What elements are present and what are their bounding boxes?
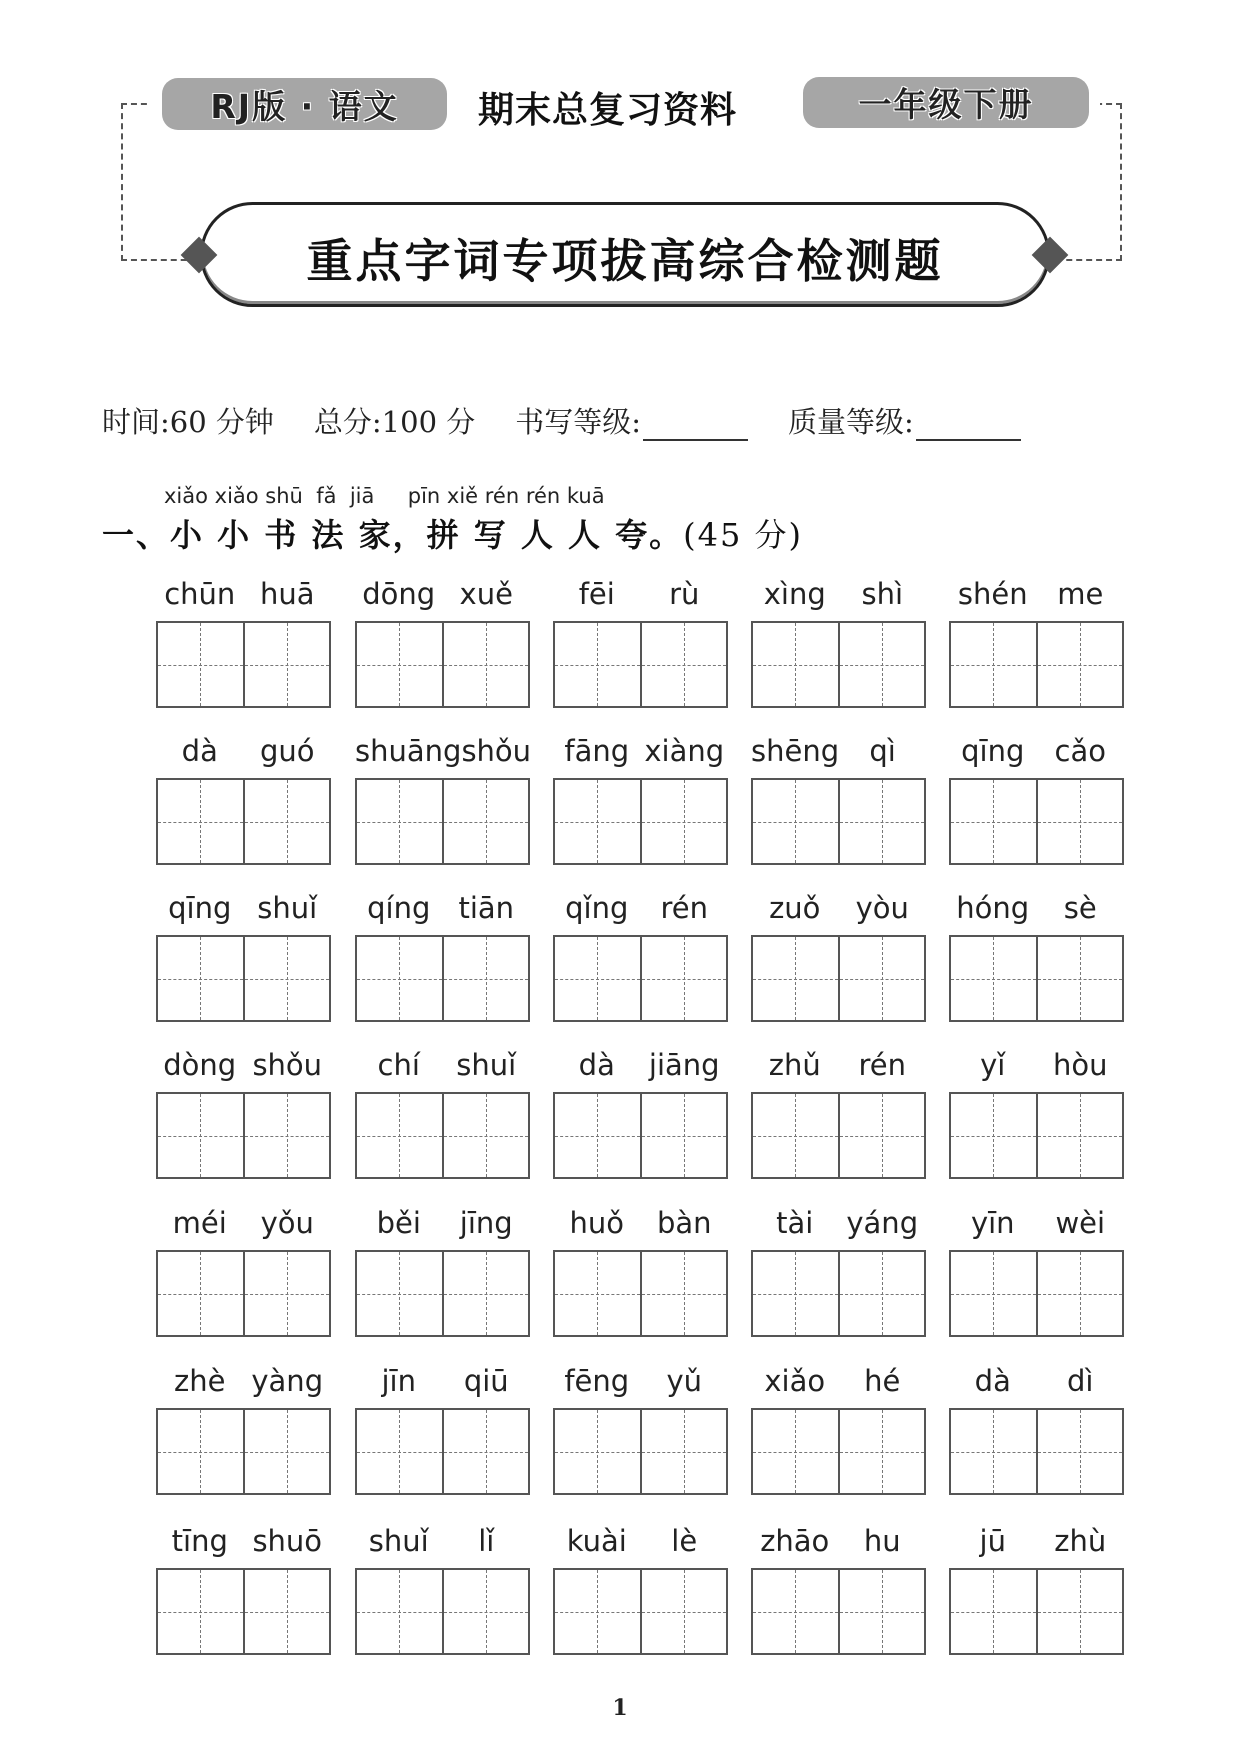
tianzige-box-pair	[949, 1092, 1124, 1179]
word-pinyin	[553, 734, 728, 768]
tianzige-box-pair	[355, 1092, 530, 1179]
tianzige-cell[interactable]	[640, 1570, 727, 1653]
syllable-pinyin: sè	[1063, 891, 1097, 925]
quality-grade-blank[interactable]	[916, 409, 1021, 441]
word-pinyin	[751, 1048, 926, 1082]
tianzige-cell[interactable]	[442, 1570, 529, 1653]
word-pinyin	[553, 1206, 728, 1240]
tianzige-cell[interactable]	[442, 1410, 529, 1493]
writing-grade-label: 书写等级:	[515, 405, 642, 439]
tianzige-box-pair	[553, 1250, 728, 1337]
tianzige-box-pair	[553, 778, 728, 865]
tianzige-box-pair	[751, 621, 926, 708]
tianzige-cell[interactable]	[442, 780, 529, 863]
syllable-pinyin: cǎo	[1054, 734, 1106, 768]
syllable-pinyin: zuǒ	[769, 891, 821, 925]
time-info: 时间:60 分钟	[102, 405, 274, 439]
syllable-pinyin: hu	[863, 1524, 901, 1558]
tianzige-cell[interactable]	[158, 1252, 243, 1335]
tianzige-box-pair	[553, 1092, 728, 1179]
syllable-pinyin: yàng	[251, 1364, 324, 1398]
syllable-pinyin: dà	[578, 1048, 615, 1082]
syllable-pinyin: tīng	[171, 1524, 228, 1558]
syllable-pinyin: shuāng	[355, 734, 462, 768]
tianzige-box-pair	[156, 1092, 331, 1179]
tianzige-cell[interactable]	[555, 1570, 640, 1653]
syllable-pinyin: shén	[957, 577, 1028, 611]
syllable-pinyin: shì	[861, 577, 904, 611]
syllable-pinyin: xiǎo	[764, 1364, 826, 1398]
tianzige-cell[interactable]	[640, 1252, 727, 1335]
word-pinyin	[553, 1048, 728, 1082]
tianzige-cell[interactable]	[555, 780, 640, 863]
tianzige-cell[interactable]	[243, 1410, 330, 1493]
syllable-pinyin: yáng	[846, 1206, 919, 1240]
tianzige-cell[interactable]	[753, 1570, 838, 1653]
syllable-pinyin: xuě	[459, 577, 513, 611]
tianzige-cell[interactable]	[951, 937, 1036, 1020]
tianzige-cell[interactable]	[753, 1410, 838, 1493]
title-banner	[200, 202, 1050, 307]
word-pinyin	[553, 891, 728, 925]
tianzige-cell[interactable]	[951, 1094, 1036, 1177]
tianzige-cell[interactable]	[838, 1570, 925, 1653]
quality-grade-label: 质量等级:	[788, 405, 914, 439]
tianzige-cell[interactable]	[357, 1570, 442, 1653]
tianzige-cell[interactable]	[442, 937, 529, 1020]
syllable-pinyin: guó	[259, 734, 315, 768]
tianzige-box-pair	[355, 778, 530, 865]
tianzige-cell[interactable]	[357, 937, 442, 1020]
word-pinyin	[751, 1364, 926, 1398]
tianzige-cell[interactable]	[1036, 623, 1123, 706]
tianzige-cell[interactable]	[640, 623, 727, 706]
tianzige-cell[interactable]	[640, 1410, 727, 1493]
syllable-pinyin: zhǔ	[768, 1048, 821, 1082]
tianzige-cell[interactable]	[158, 780, 243, 863]
tianzige-cell[interactable]	[555, 1410, 640, 1493]
word-pinyin	[355, 1364, 530, 1398]
syllable-pinyin: jiāng	[648, 1048, 720, 1082]
tianzige-cell[interactable]	[243, 623, 330, 706]
word-pinyin	[949, 577, 1124, 611]
syllable-pinyin: fēi	[578, 577, 615, 611]
syllable-pinyin: rén	[858, 1048, 906, 1082]
tianzige-cell[interactable]	[640, 1094, 727, 1177]
tianzige-box-pair	[156, 1408, 331, 1495]
edition-subject-badge	[162, 78, 447, 130]
page-number: 1	[612, 1695, 628, 1721]
syllable-pinyin: jīng	[459, 1206, 513, 1240]
syllable-pinyin: huā	[259, 577, 315, 611]
syllable-pinyin: kuài	[566, 1524, 627, 1558]
tianzige-cell[interactable]	[753, 1252, 838, 1335]
section-pinyin: xiǎo xiǎo shū fǎ jiā pīn xiě rén rén kuā	[164, 484, 605, 508]
page-title: 重点字词专项拔高综合检测题	[306, 234, 944, 288]
tianzige-cell[interactable]	[158, 1410, 243, 1493]
tianzige-cell[interactable]	[640, 937, 727, 1020]
quality-grade-field	[788, 400, 1021, 441]
syllable-pinyin: zhù	[1054, 1524, 1107, 1558]
word-pinyin	[355, 734, 530, 768]
syllable-pinyin: tài	[776, 1206, 814, 1240]
tianzige-cell[interactable]	[555, 623, 640, 706]
syllable-pinyin: shuō	[252, 1524, 323, 1558]
word-pinyin	[751, 577, 926, 611]
tianzige-cell[interactable]	[951, 623, 1036, 706]
word-pinyin	[355, 1206, 530, 1240]
word-pinyin	[156, 734, 331, 768]
tianzige-box-pair	[949, 1568, 1124, 1655]
edition-subject-text: RJ版 · 语文	[210, 86, 399, 126]
word-pinyin	[156, 1524, 331, 1558]
tianzige-cell[interactable]	[1036, 780, 1123, 863]
syllable-pinyin: yòu	[855, 891, 909, 925]
tianzige-box-pair	[751, 1250, 926, 1337]
tianzige-cell[interactable]	[555, 1094, 640, 1177]
tianzige-cell[interactable]	[243, 937, 330, 1020]
tianzige-cell[interactable]	[838, 780, 925, 863]
syllable-pinyin: zhè	[174, 1364, 226, 1398]
tianzige-cell[interactable]	[243, 1094, 330, 1177]
syllable-pinyin: fēng	[564, 1364, 630, 1398]
syllable-pinyin: wèi	[1055, 1206, 1106, 1240]
tianzige-cell[interactable]	[357, 1252, 442, 1335]
tianzige-box-pair	[156, 621, 331, 708]
syllable-pinyin: xiàng	[644, 734, 725, 768]
word-pinyin	[751, 734, 926, 768]
section-title: 一、小 小 书 法 家，拼 写 人 人 夸。	[102, 516, 684, 554]
tianzige-cell[interactable]	[555, 937, 640, 1020]
syllable-pinyin: hòu	[1052, 1048, 1108, 1082]
word-pinyin	[553, 1524, 728, 1558]
tianzige-cell[interactable]	[951, 1410, 1036, 1493]
syllable-pinyin: shuǐ	[368, 1524, 429, 1558]
word-pinyin	[156, 1048, 331, 1082]
syllable-pinyin: lǐ	[478, 1524, 495, 1558]
tianzige-box-pair	[949, 1408, 1124, 1495]
tianzige-box-pair	[156, 1250, 331, 1337]
syllable-pinyin: qíng	[367, 891, 431, 925]
word-pinyin	[553, 577, 728, 611]
tianzige-box-pair	[156, 778, 331, 865]
syllable-pinyin: chí	[377, 1048, 420, 1082]
word-pinyin	[949, 891, 1124, 925]
syllable-pinyin: yǐ	[980, 1048, 1006, 1082]
syllable-pinyin: qì	[869, 734, 896, 768]
tianzige-cell[interactable]	[1036, 1094, 1123, 1177]
tianzige-cell[interactable]	[357, 623, 442, 706]
tianzige-cell[interactable]	[243, 1570, 330, 1653]
grade-text: 一年级下册	[858, 85, 1034, 124]
syllable-pinyin: xìng	[763, 577, 826, 611]
tianzige-box-pair	[553, 1408, 728, 1495]
tianzige-box-pair	[355, 935, 530, 1022]
tianzige-cell[interactable]	[158, 1094, 243, 1177]
syllable-pinyin: qīng	[961, 734, 1025, 768]
word-pinyin	[751, 1524, 926, 1558]
word-pinyin	[156, 1206, 331, 1240]
word-pinyin	[949, 734, 1124, 768]
tianzige-box-pair	[751, 1092, 926, 1179]
section-heading	[102, 510, 803, 556]
tianzige-cell[interactable]	[357, 780, 442, 863]
syllable-pinyin: fāng	[564, 734, 630, 768]
tianzige-cell[interactable]	[442, 1252, 529, 1335]
word-pinyin	[949, 1364, 1124, 1398]
tianzige-cell[interactable]	[1036, 1252, 1123, 1335]
word-pinyin	[156, 1364, 331, 1398]
syllable-pinyin: chūn	[164, 577, 236, 611]
syllable-pinyin: huǒ	[569, 1206, 624, 1240]
word-pinyin	[751, 1206, 926, 1240]
syllable-pinyin: tiān	[458, 891, 515, 925]
word-pinyin	[949, 1206, 1124, 1240]
syllable-pinyin: me	[1057, 577, 1104, 611]
tianzige-box-pair	[949, 621, 1124, 708]
syllable-pinyin: méi	[172, 1206, 227, 1240]
word-pinyin	[156, 577, 331, 611]
tianzige-box-pair	[553, 621, 728, 708]
tianzige-cell[interactable]	[640, 780, 727, 863]
tianzige-cell[interactable]	[838, 1252, 925, 1335]
tianzige-box-pair	[751, 1408, 926, 1495]
word-pinyin	[355, 577, 530, 611]
word-pinyin	[949, 1524, 1124, 1558]
syllable-pinyin: rù	[669, 577, 700, 611]
word-pinyin	[355, 1048, 530, 1082]
tianzige-cell[interactable]	[1036, 1410, 1123, 1493]
syllable-pinyin: jīn	[381, 1364, 416, 1398]
syllable-pinyin: rén	[660, 891, 708, 925]
syllable-pinyin: shēng	[751, 734, 840, 768]
tianzige-cell[interactable]	[753, 937, 838, 1020]
tianzige-cell[interactable]	[1036, 1570, 1123, 1653]
tianzige-box-pair	[355, 1408, 530, 1495]
syllable-pinyin: qǐng	[565, 891, 629, 925]
writing-grade-blank[interactable]	[643, 409, 748, 441]
syllable-pinyin: dì	[1067, 1364, 1094, 1398]
writing-grade-field	[515, 400, 748, 441]
tianzige-cell[interactable]	[158, 937, 243, 1020]
tianzige-cell[interactable]	[442, 1094, 529, 1177]
tianzige-box-pair	[355, 621, 530, 708]
word-pinyin	[355, 891, 530, 925]
tianzige-box-pair	[949, 935, 1124, 1022]
word-pinyin	[949, 1048, 1124, 1082]
tianzige-cell[interactable]	[357, 1410, 442, 1493]
tianzige-cell[interactable]	[753, 623, 838, 706]
tianzige-cell[interactable]	[838, 623, 925, 706]
syllable-pinyin: dà	[181, 734, 218, 768]
tianzige-box-pair	[156, 935, 331, 1022]
tianzige-cell[interactable]	[753, 1094, 838, 1177]
syllable-pinyin: shǒu	[252, 1048, 323, 1082]
syllable-pinyin: běi	[376, 1206, 421, 1240]
exam-info-line	[102, 400, 1061, 441]
syllable-pinyin: lè	[671, 1524, 698, 1558]
tianzige-cell[interactable]	[555, 1252, 640, 1335]
syllable-pinyin: dòng	[163, 1048, 237, 1082]
tianzige-cell[interactable]	[243, 780, 330, 863]
tianzige-cell[interactable]	[951, 1570, 1036, 1653]
syllable-pinyin: zhāo	[760, 1524, 830, 1558]
syllable-pinyin: qiū	[463, 1364, 509, 1398]
tianzige-cell[interactable]	[838, 1410, 925, 1493]
syllable-pinyin: hé	[864, 1364, 901, 1398]
syllable-pinyin: yīn	[970, 1206, 1015, 1240]
word-pinyin	[355, 1524, 530, 1558]
syllable-pinyin: shuǐ	[456, 1048, 517, 1082]
tianzige-cell[interactable]	[838, 937, 925, 1020]
tianzige-cell[interactable]	[951, 1252, 1036, 1335]
syllable-pinyin: shǒu	[461, 734, 532, 768]
tianzige-cell[interactable]	[838, 1094, 925, 1177]
tianzige-box-pair	[751, 935, 926, 1022]
tianzige-box-pair	[553, 935, 728, 1022]
tianzige-cell[interactable]	[753, 780, 838, 863]
grade-badge	[803, 77, 1089, 128]
tianzige-box-pair	[156, 1568, 331, 1655]
tianzige-cell[interactable]	[442, 623, 529, 706]
tianzige-box-pair	[751, 778, 926, 865]
syllable-pinyin: yǒu	[260, 1206, 314, 1240]
tianzige-box-pair	[949, 778, 1124, 865]
syllable-pinyin: dōng	[362, 577, 436, 611]
material-title: 期末总复习资料	[478, 89, 738, 131]
word-pinyin	[751, 891, 926, 925]
syllable-pinyin: hóng	[956, 891, 1030, 925]
tianzige-cell[interactable]	[1036, 937, 1123, 1020]
tianzige-box-pair	[751, 1568, 926, 1655]
tianzige-box-pair	[949, 1250, 1124, 1337]
syllable-pinyin: qīng	[168, 891, 232, 925]
tianzige-cell[interactable]	[951, 780, 1036, 863]
tianzige-cell[interactable]	[357, 1094, 442, 1177]
syllable-pinyin: yǔ	[666, 1364, 703, 1398]
tianzige-box-pair	[553, 1568, 728, 1655]
tianzige-box-pair	[355, 1250, 530, 1337]
syllable-pinyin: jū	[979, 1524, 1006, 1558]
syllable-pinyin: bàn	[656, 1206, 712, 1240]
syllable-pinyin: shuǐ	[257, 891, 318, 925]
tianzige-box-pair	[355, 1568, 530, 1655]
word-pinyin	[156, 891, 331, 925]
syllable-pinyin: dà	[974, 1364, 1011, 1398]
section-score: (45 分)	[683, 516, 804, 554]
tianzige-cell[interactable]	[158, 1570, 243, 1653]
total-score-info: 总分:100 分	[313, 405, 476, 439]
tianzige-cell[interactable]	[243, 1252, 330, 1335]
word-pinyin	[553, 1364, 728, 1398]
tianzige-cell[interactable]	[158, 623, 243, 706]
